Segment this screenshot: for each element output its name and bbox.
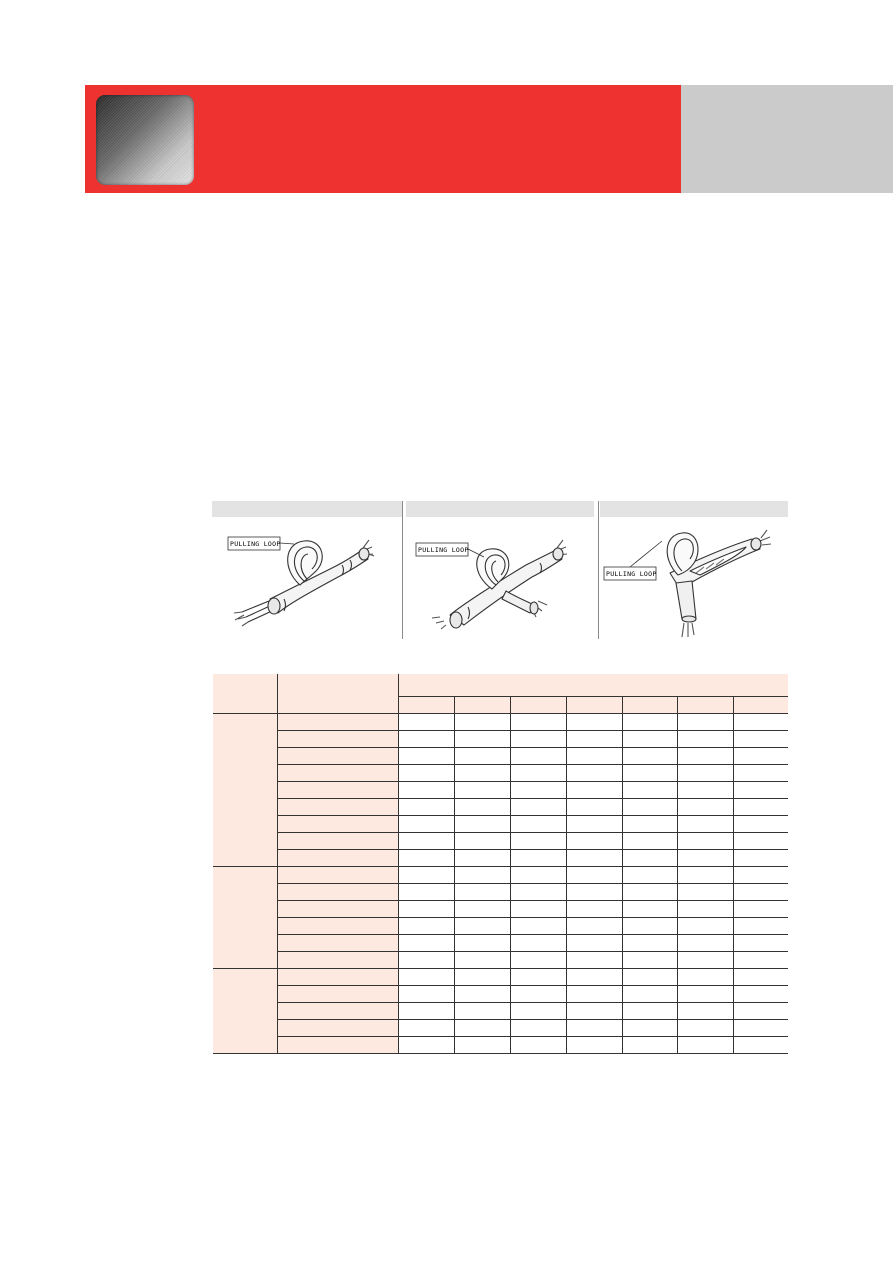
table-cell [454,816,510,833]
table-cell [398,952,454,969]
table-cell [510,901,566,918]
table-cell [510,969,566,986]
header-side-panel [681,85,893,193]
table-cell [398,850,454,867]
table-cell [622,799,677,816]
table-cell [510,782,566,799]
row-label-cell [277,765,398,782]
table-cell [510,884,566,901]
table-cell [398,935,454,952]
table-cell [733,867,788,884]
table-cell [510,1020,566,1037]
spec-table [213,674,788,1054]
table-cell [454,731,510,748]
row-label-cell [277,901,398,918]
row-label-cell [277,952,398,969]
row-label-cell [277,714,398,731]
table-cell [398,901,454,918]
table-cell [566,833,622,850]
table-cell [733,1003,788,1020]
table-row [213,816,788,833]
table-row [213,986,788,1003]
table-cell [398,782,454,799]
table-cell [622,748,677,765]
table-cell [622,714,677,731]
table-cell [733,918,788,935]
table-row [213,1020,788,1037]
table-cell [398,799,454,816]
table-cell [733,731,788,748]
table-cell [622,850,677,867]
table-cell [398,765,454,782]
table-cell [510,816,566,833]
table-cell [733,748,788,765]
inline-splice-illustration [212,519,402,639]
subheader-cell [733,697,788,714]
figure-angled-tee-splice [600,501,788,639]
table-row [213,833,788,850]
group-cell [213,867,277,969]
table-cell [677,816,733,833]
table-cell [510,799,566,816]
table-row [213,748,788,765]
table-cell [566,1003,622,1020]
table-cell [733,884,788,901]
table-cell [677,1003,733,1020]
table-row [213,731,788,748]
table-cell [398,1037,454,1054]
table-row [213,1003,788,1020]
table-cell [733,901,788,918]
table-cell [733,850,788,867]
row-label-cell [277,748,398,765]
table-cell [733,765,788,782]
table-cell [566,901,622,918]
table-cell [510,748,566,765]
table-row [213,714,788,731]
table-cell [510,1003,566,1020]
table-cell [454,867,510,884]
table-cell [677,952,733,969]
table-row [213,765,788,782]
table-cell [454,986,510,1003]
table-cell [566,782,622,799]
table-cell [733,799,788,816]
row-label-cell [277,884,398,901]
pulling-loop-callout: PULLING LOOP [230,540,281,548]
table-cell [510,952,566,969]
tee-splice-illustration [406,519,594,639]
table-cell [622,833,677,850]
row-label-cell [277,850,398,867]
table-cell [398,731,454,748]
table-cell [510,867,566,884]
table-cell [566,714,622,731]
table-cell [454,1037,510,1054]
table-cell [677,1020,733,1037]
row-label-cell [277,986,398,1003]
figure-caption-bar [406,501,594,517]
table-cell [677,782,733,799]
table-cell [566,850,622,867]
table-cell [454,748,510,765]
table-cell [510,1037,566,1054]
table-cell [677,918,733,935]
table-row [213,935,788,952]
table-cell [566,969,622,986]
table-cell [622,884,677,901]
subheader-cell [398,697,454,714]
table-cell [454,952,510,969]
table-cell [398,986,454,1003]
table-cell [677,1037,733,1054]
table-cell [622,1037,677,1054]
angled-tee-splice-illustration [600,519,788,639]
table-cell [566,867,622,884]
table-cell [677,731,733,748]
table-cell [566,816,622,833]
table-cell [733,969,788,986]
table-row [213,918,788,935]
table-cell [733,1037,788,1054]
table-cell [454,850,510,867]
table-cell [510,935,566,952]
group-cell [213,969,277,1054]
table-cell [733,952,788,969]
table-cell [622,918,677,935]
table-cell [677,867,733,884]
row-label-cell [277,833,398,850]
table-cell [677,714,733,731]
subheader-cell [510,697,566,714]
table-cell [454,901,510,918]
table-cell [510,731,566,748]
table-cell [510,833,566,850]
table-cell [510,765,566,782]
table-cell [454,1020,510,1037]
table-cell [622,765,677,782]
table-cell [398,884,454,901]
table-row [213,952,788,969]
table-row [213,799,788,816]
table-cell [677,765,733,782]
table-cell [622,986,677,1003]
pulling-loop-callout: PULLING LOOP [418,546,469,554]
table-cell [398,748,454,765]
table-cell [677,969,733,986]
table-cell [622,952,677,969]
table-cell [566,765,622,782]
table-cell [398,918,454,935]
table-cell [677,799,733,816]
figure-caption-bar [212,501,402,517]
table-cell [677,901,733,918]
row-label-cell [277,1003,398,1020]
table-cell [566,731,622,748]
table-cell [622,901,677,918]
header-cell [398,674,788,697]
table-cell [566,935,622,952]
figure-divider [598,501,599,639]
row-label-cell [277,969,398,986]
table-cell [454,884,510,901]
table-cell [566,1037,622,1054]
row-label-cell [277,816,398,833]
table-cell [566,799,622,816]
row-label-cell [277,799,398,816]
table-row [213,782,788,799]
table-cell [733,935,788,952]
group-cell [213,714,277,867]
row-label-cell [277,731,398,748]
table-row [213,901,788,918]
table-cell [510,986,566,1003]
pulling-loop-callout: PULLING LOOP [606,570,657,578]
table-cell [566,1020,622,1037]
table-cell [677,935,733,952]
table-cell [677,884,733,901]
table-cell [622,1003,677,1020]
table-cell [566,748,622,765]
figure-divider [402,501,403,639]
table-cell [566,884,622,901]
table-cell [454,799,510,816]
table-cell [454,765,510,782]
header-cell [213,674,277,714]
row-label-cell [277,918,398,935]
figure-tee-splice [406,501,594,639]
table-cell [677,986,733,1003]
row-label-cell [277,1037,398,1054]
table-cell [622,935,677,952]
table-cell [733,1020,788,1037]
row-label-cell [277,782,398,799]
header-cell [277,674,398,714]
table-cell [454,833,510,850]
table-cell [733,816,788,833]
table-cell [622,731,677,748]
table-cell [454,935,510,952]
brushed-metal-square-icon [96,95,194,185]
table-cell [622,782,677,799]
table-cell [398,833,454,850]
row-label-cell [277,867,398,884]
table-cell [398,867,454,884]
figure-inline-splice [212,501,402,639]
table-cell [622,1020,677,1037]
table-cell [566,986,622,1003]
figure-strip [212,501,788,639]
subheader-cell [622,697,677,714]
table-cell [398,969,454,986]
row-label-cell [277,1020,398,1037]
table-row [213,867,788,884]
table-cell [454,918,510,935]
table-cell [566,918,622,935]
table-cell [733,714,788,731]
table-cell [398,816,454,833]
table-cell [510,918,566,935]
table-cell [622,969,677,986]
table-cell [510,714,566,731]
table-cell [454,1003,510,1020]
table-row [213,850,788,867]
table-cell [398,1003,454,1020]
table-cell [622,816,677,833]
subheader-cell [454,697,510,714]
table-header-row [213,674,788,697]
subheader-cell [677,697,733,714]
subheader-cell [566,697,622,714]
table-row [213,884,788,901]
figure-caption-bar [600,501,788,517]
table-cell [677,833,733,850]
table-cell [454,969,510,986]
table-cell [510,850,566,867]
table-cell [566,952,622,969]
table-cell [733,986,788,1003]
table-cell [733,833,788,850]
table-row [213,1037,788,1054]
table-cell [454,782,510,799]
row-label-cell [277,935,398,952]
table-cell [454,714,510,731]
table-cell [398,714,454,731]
table-cell [733,782,788,799]
table-cell [677,850,733,867]
table-row [213,969,788,986]
table-cell [677,748,733,765]
table-cell [398,1020,454,1037]
table-cell [622,867,677,884]
